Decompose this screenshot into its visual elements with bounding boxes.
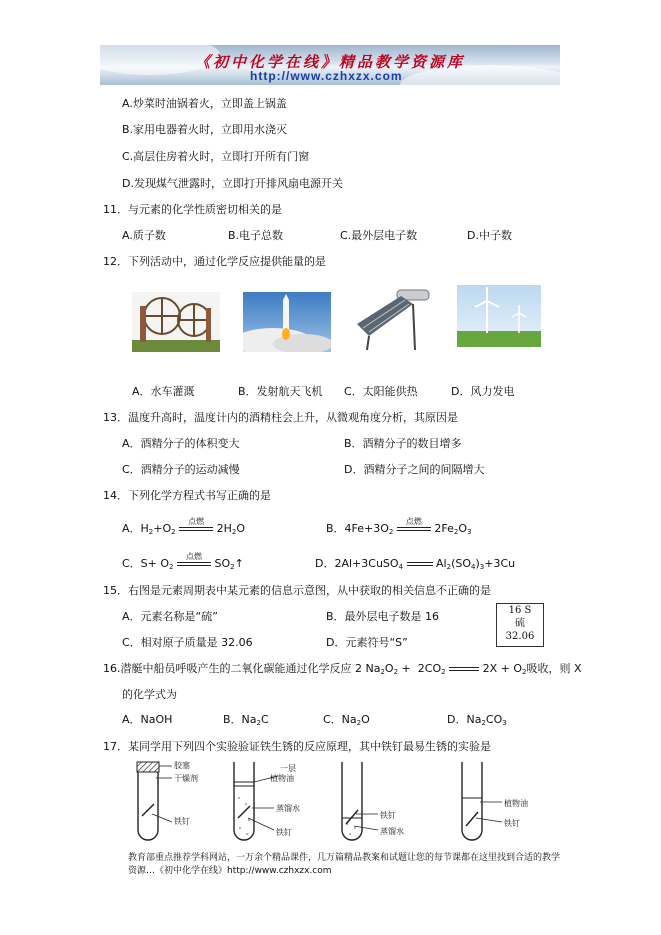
q11-option-b: B.电子总数 (228, 229, 284, 242)
q13-option-b: B．酒精分子的数目增多 (344, 437, 462, 450)
q13-stem: 13．温度升高时，温度计内的酒精柱会上升，从微观角度分析，其原因是 (103, 411, 458, 424)
q16-option-c: C．$Na_2O$ (323, 713, 370, 727)
q10-option-a: A.炒菜时油锅着火，立即盖上锅盖 (122, 97, 287, 110)
q14-option-d: D．2Al+3CuSO$_4$ $Al_2(SO_4)_3+3Cu$ (315, 557, 516, 571)
q16-stem-line2: 的化学式为 (122, 688, 177, 701)
tube1-label-stopper: 胶塞 (174, 761, 190, 770)
tube3-label-water: 蒸馏水 (380, 827, 404, 836)
q15-option-c: C．相对原子质量是 32.06 (122, 636, 253, 649)
tube2-label-water: 蒸馏水 (276, 804, 300, 813)
q13-option-d: D．酒精分子之间的间隔增大 (344, 463, 485, 476)
waterwheel-image (132, 292, 220, 352)
cell-number-symbol: 16 S (508, 605, 532, 616)
tube1-label-desiccant: 干燥剂 (174, 774, 198, 783)
tube-3 (342, 762, 378, 840)
q14-option-b: B．$4Fe+3O_2$ 点燃 $2Fe_2O_3$ (326, 517, 472, 536)
cell-mass: 32.06 (505, 631, 535, 642)
equation-arrow (449, 665, 479, 673)
q12-option-d: D．风力发电 (451, 385, 515, 398)
q15-option-a: A．元素名称是“硫” (122, 610, 218, 623)
header-banner (100, 45, 560, 85)
footer-text: 教育部重点推荐学科网站，一万余个精品课件，几万篇精品教案和试题让您的每节课都在这里找到合适的教学资源…《初中化学在线》http://www.czhxzx.com (128, 853, 561, 876)
q11-stem: 11．与元素的化学性质密切相关的是 (103, 203, 282, 216)
q14-option-c: C．$S+ O_2$ 点燃 $SO_2↑$ (122, 552, 244, 571)
tube2-label-layer: 一层 (280, 764, 296, 773)
tube1-label-nail: 铁钉 (174, 817, 190, 826)
q15-option-d: D．元素符号“S” (326, 636, 408, 649)
q12-option-b: B．发射航天飞机 (238, 385, 323, 398)
q17-stem: 17．某同学用下列四个实验验证铁生锈的反应原理，其中铁钉最易生锈的实验是 (103, 740, 491, 753)
q10-option-d: D.发现煤气泄露时，立即打开排风扇电源开关 (122, 177, 343, 190)
banner-title: 《初中化学在线》精品教学资源库 (194, 53, 465, 71)
solar-heater-image (353, 286, 433, 352)
equation-arrow (407, 560, 433, 568)
shuttle-launch-image (243, 292, 331, 352)
q14-option-a: A．$H_2+O_2$ 点燃 $2H_2O$ (122, 517, 246, 536)
q12-option-c: C．太阳能供热 (344, 385, 418, 398)
q15-option-b: B．最外层电子数是 16 (326, 610, 440, 623)
equation-arrow: 点燃 (177, 560, 211, 568)
q16-stem: 16.潜艇中船员呼吸产生的二氧化碳能通过化学反应 2 $Na_2O_2 + 2CO_2$ $2X + O_2$吸收，则 X (103, 662, 582, 676)
periodic-table-cell (496, 603, 544, 647)
cell-name: 硫 (515, 618, 525, 629)
q10-option-c: C.高层住房着火时，立即打开所有门窗 (122, 150, 310, 163)
q16-option-a: A．NaOH (122, 713, 173, 726)
tube4-label-nail: 铁钉 (504, 819, 520, 828)
banner-url[interactable]: http://www.czhxzx.com (250, 69, 403, 83)
q10-option-b: B.家用电器着火时，立即用水浇灭 (122, 123, 288, 136)
tube-1 (137, 762, 172, 840)
tube-4 (462, 762, 502, 840)
q13-option-a: A．酒精分子的体积变大 (122, 437, 240, 450)
q15-stem: 15．右图是元素周期表中某元素的信息示意图，从中获取的相关信息不正确的是 (103, 584, 491, 597)
q12-option-a: A．水车灌溉 (132, 385, 195, 398)
q11-option-a: A.质子数 (122, 229, 166, 242)
q11-option-c: C.最外层电子数 (340, 229, 418, 242)
q11-option-d: D.中子数 (467, 229, 512, 242)
q12-stem: 12．下列活动中，通过化学反应提供能量的是 (103, 255, 326, 268)
tube3-label-nail: 铁钉 (380, 811, 396, 820)
tube2-label-nail: 铁钉 (276, 828, 292, 837)
q13-option-c: C．酒精分子的运动减慢 (122, 463, 240, 476)
wind-turbine-image (457, 285, 541, 347)
tube2-label-oil: 植物油 (270, 774, 294, 783)
q16-option-d: D．$Na_2CO_3$ (447, 713, 507, 727)
tube4-label-oil: 植物油 (504, 799, 528, 808)
q14-stem: 14．下列化学方程式书写正确的是 (103, 489, 271, 502)
equation-arrow: 点燃 (397, 525, 431, 533)
q16-option-b: B．$Na_2C$ (223, 713, 269, 727)
equation-arrow: 点燃 (179, 525, 213, 533)
